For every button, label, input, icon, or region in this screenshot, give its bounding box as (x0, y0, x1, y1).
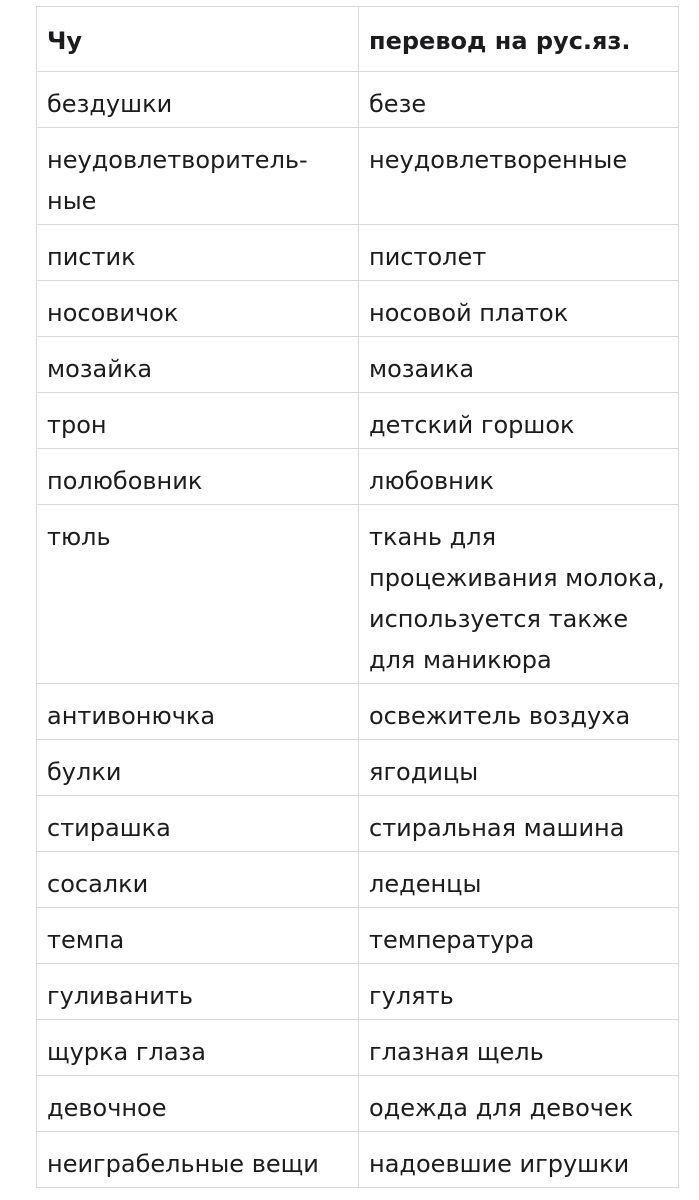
table-row (37, 1076, 679, 1132)
term-cell: полюбовник (37, 449, 359, 505)
glossary-table (36, 6, 679, 1188)
translation-cell: безе (359, 72, 679, 128)
term-cell: щурка глаза (37, 1020, 359, 1076)
term-cell: мозайка (37, 337, 359, 393)
term-cell: сосалки (37, 852, 359, 908)
term-cell: гуливанить (37, 964, 359, 1020)
term-cell: девочное (37, 1076, 359, 1132)
table-row (37, 337, 679, 393)
term-cell: тюль (37, 505, 359, 684)
table-row (37, 964, 679, 1020)
translation-cell: неудовлетворенные (359, 128, 679, 225)
translation-cell: глазная щель (359, 1020, 679, 1076)
term-cell: булки (37, 740, 359, 796)
translation-cell: пистолет (359, 225, 679, 281)
translation-cell: любовник (359, 449, 679, 505)
translation-cell: носовой платок (359, 281, 679, 337)
translation-cell: детский горшок (359, 393, 679, 449)
table-row (37, 1132, 679, 1188)
translation-cell: гулять (359, 964, 679, 1020)
table-header-row (37, 7, 679, 72)
table-body (37, 72, 679, 1188)
translation-cell: леденцы (359, 852, 679, 908)
term-cell: бездушки (37, 72, 359, 128)
table-row (37, 796, 679, 852)
table-row (37, 740, 679, 796)
term-cell: неудовлетворитель-ные (37, 128, 359, 225)
translation-cell: температура (359, 908, 679, 964)
header-chu: Чу (37, 7, 359, 72)
term-cell: пистик (37, 225, 359, 281)
table-row (37, 449, 679, 505)
translation-cell: освежитель воздуха (359, 684, 679, 740)
table-row (37, 393, 679, 449)
term-cell: темпа (37, 908, 359, 964)
term-cell: неиграбельные вещи (37, 1132, 359, 1188)
term-cell: трон (37, 393, 359, 449)
table-row (37, 684, 679, 740)
table-row (37, 225, 679, 281)
translation-cell: ткань для процеживания молока, используется также для маникюра (359, 505, 679, 684)
translation-cell: стиральная машина (359, 796, 679, 852)
term-cell: носовичок (37, 281, 359, 337)
table-row (37, 852, 679, 908)
table-row (37, 72, 679, 128)
table-row (37, 128, 679, 225)
translation-cell: одежда для девочек (359, 1076, 679, 1132)
term-cell: антивонючка (37, 684, 359, 740)
translation-cell: мозаика (359, 337, 679, 393)
table-row (37, 505, 679, 684)
table-row (37, 281, 679, 337)
translation-cell: ягодицы (359, 740, 679, 796)
header-translation: перевод на рус.яз. (359, 7, 679, 72)
term-cell: стирашка (37, 796, 359, 852)
translation-cell: надоевшие игрушки (359, 1132, 679, 1188)
table-row (37, 1020, 679, 1076)
table-row (37, 908, 679, 964)
